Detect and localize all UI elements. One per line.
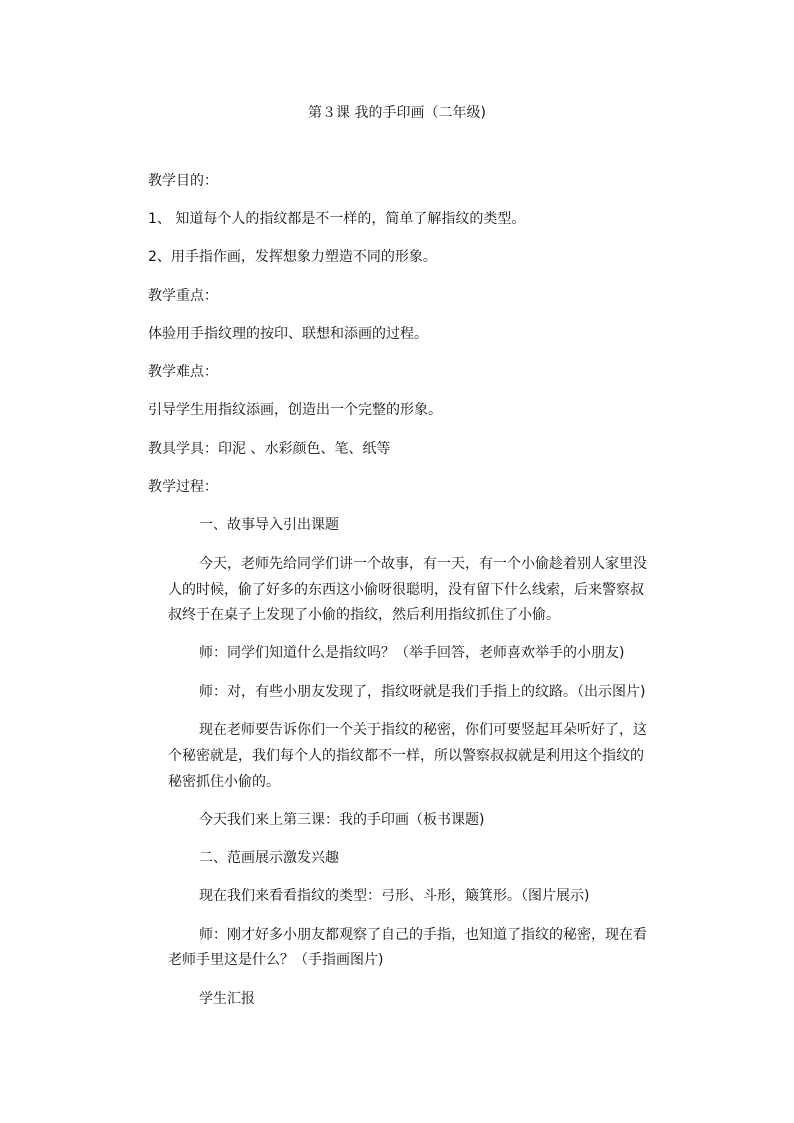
materials-line: 教具学具：印泥 、水彩颜色、笔、纸等 bbox=[148, 441, 391, 457]
difficulties-heading: 教学难点： bbox=[148, 364, 218, 380]
section-1-heading: 一、故事导入引出课题 bbox=[199, 517, 339, 533]
teacher-answer-1: 师：对，有些小朋友发现了，指纹呀就是我们手指上的纹路。（出示图片) bbox=[199, 684, 646, 700]
objective-1: 1、 知道每个人的指纹都是不一样的，简单了解指纹的类型。 bbox=[148, 211, 526, 227]
key-points-heading: 教学重点： bbox=[148, 288, 218, 304]
teacher-question-1: 师：同学们知道什么是指纹吗？（举手回答，老师喜欢举手的小朋友) bbox=[199, 645, 625, 661]
difficulties-text: 引导学生用指纹添画，创造出一个完整的形象。 bbox=[148, 402, 442, 418]
page-title: 第３课 我的手印画（二年级) bbox=[308, 105, 486, 121]
objectives-heading: 教学目的： bbox=[148, 173, 218, 189]
secret-line-3: 秘密抓住小偷的。 bbox=[168, 774, 280, 790]
key-points-text: 体验用手指纹理的按印、联想和添画的过程。 bbox=[148, 326, 428, 342]
process-heading: 教学过程： bbox=[148, 479, 218, 495]
student-report: 学生汇报 bbox=[199, 991, 255, 1007]
teacher-question-2-line-2: 老师手里这是什么？（手指画图片) bbox=[168, 952, 384, 968]
section-2-heading: 二、范画展示激发兴趣 bbox=[199, 850, 339, 866]
secret-line-2: 个秘密就是，我们每个人的指纹都不一样，所以警察叔叔就是利用这个指纹的 bbox=[168, 748, 644, 764]
secret-line-1: 现在老师要告诉你们一个关于指纹的秘密，你们可要竖起耳朵听好了，这 bbox=[199, 722, 647, 738]
today-lesson-line: 今天我们来上第三课：我的手印画（板书课题) bbox=[199, 812, 485, 828]
story-line-2: 人的时候，偷了好多的东西这小偷呀很聪明，没有留下什么线索，后来警察叔 bbox=[168, 582, 644, 598]
story-line-3: 叔终于在桌子上发现了小偷的指纹，然后利用指纹抓住了小偷。 bbox=[168, 607, 560, 623]
objective-2: 2、用手指作画，发挥想象力塑造不同的形象。 bbox=[148, 249, 437, 265]
fingerprint-types-line: 现在我们来看看指纹的类型：弓形、斗形，簸箕形。（图片展示) bbox=[199, 888, 590, 904]
teacher-question-2-line-1: 师：刚才好多小朋友都观察了自己的手指，也知道了指纹的秘密，现在看 bbox=[199, 927, 647, 943]
story-line-1: 今天，老师先给同学们讲一个故事，有一天，有一个小偷趁着别人家里没 bbox=[199, 556, 647, 572]
